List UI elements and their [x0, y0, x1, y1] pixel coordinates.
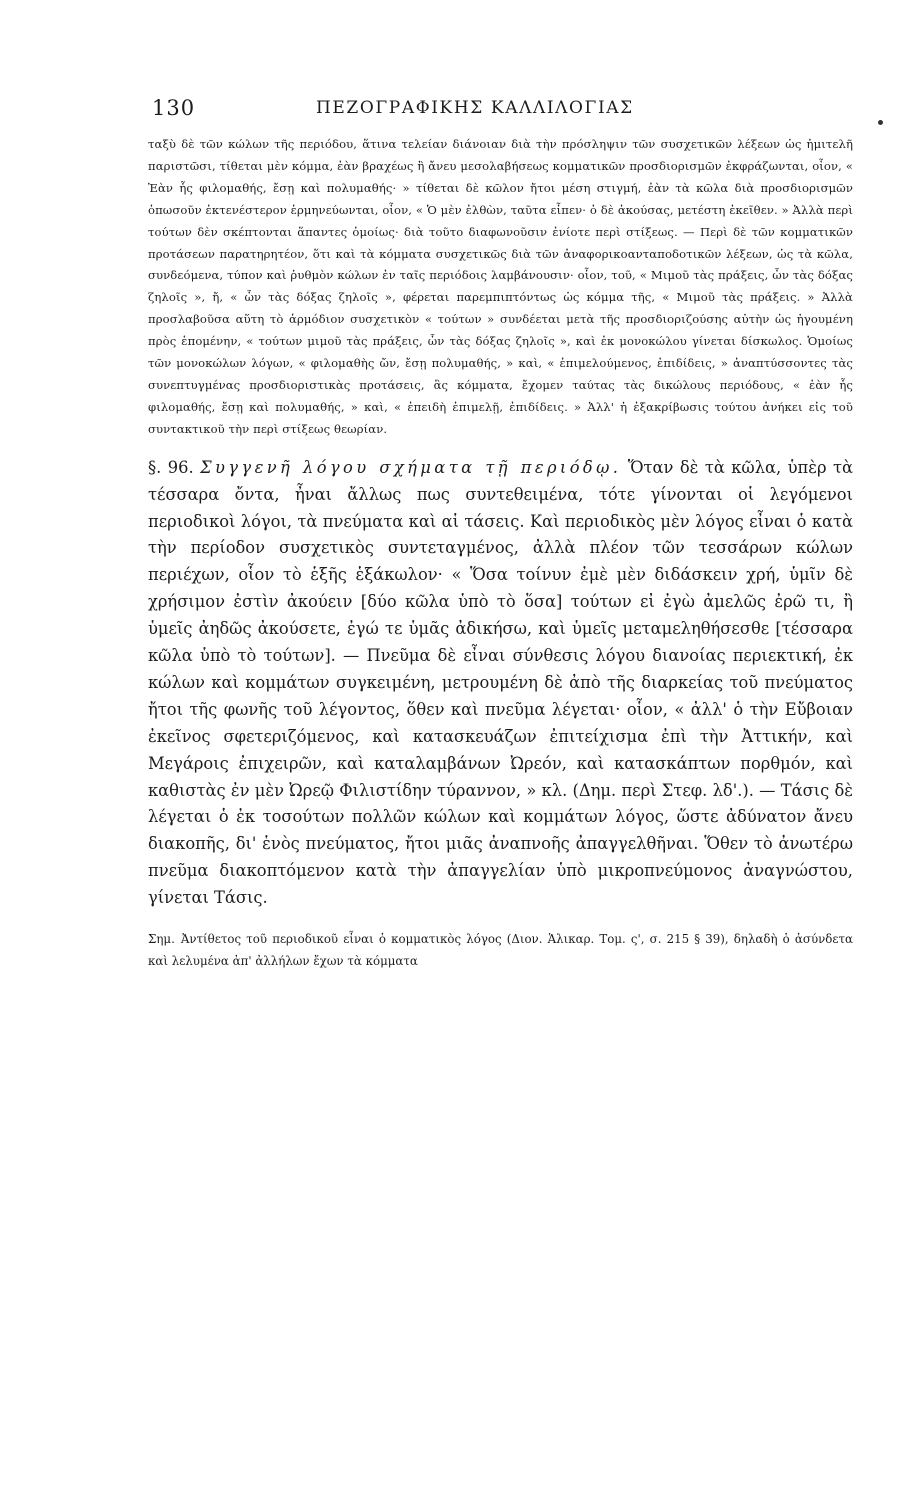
- page-header: [148, 96, 853, 132]
- footnote-label: Σημ.: [148, 932, 175, 947]
- running-title: ΠΕΖΟΓΡΑΦΙΚΗΣ ΚΑΛΛΙΛΟΓΙΑΣ: [316, 98, 634, 118]
- footnote-text: Ἀντίθετος τοῦ περιοδικοῦ εἶναι ὁ κομματικὸς λόγος (Διον. Ἁλικαρ. Τομ. ς', σ. 215 § 39), δηλαδὴ ὁ ἀσύνδετα καὶ λελυμένα ἀπ' ἀλλήλων ἔχων τὰ κόμματα: [148, 932, 853, 969]
- section-body: Ὅταν δὲ τὰ κῶλα, ὑπὲρ τὰ τέσσαρα ὄντα, ἦναι ἄλλως πως συντεθειμένα, τότε γίνονται οἱ λεγόμενοι περιοδικοὶ λόγοι, τὰ πνεύματα καὶ αἱ τάσεις. Καὶ περιοδικὸς μὲν λόγος εἶναι ὁ κατὰ τὴν περίοδον συσχετικὸς συντεταγμένος, ἀλλὰ πλέον τῶν τεσσάρων κώλων περιέχων, οἷον τὸ ἑξῆς ἑξάκωλον· « Ὅσα τοίνυν ἐμὲ μὲν διδάσκειν χρή, ὑμῖν δὲ χρήσιμον ἐστὶν ἀκούειν [δύο κῶλα ὑπὸ τὸ ὅσα] τούτων εἰ ἐγὼ ἀμελῶς ἐρῶ τι, ἢ ὑμεῖς ἀηδῶς ἀκούσετε, ἐγώ τε ὑμᾶς ἀδικήσω, καὶ ὑμεῖς μεταμεληθήσεσθε [τέσσαρα κῶλα ὑπὸ τὸ τούτων]. — Πνεῦμα δὲ εἶναι σύνθεσις λόγου διανοίας περιεκτική, ἐκ κώλων καὶ κομμάτων συγκειμένη, μετρουμένη δὲ ἀπὸ τῆς διαρκείας τοῦ πνεύματος ἤτοι τῆς φωνῆς τοῦ λέγοντος, ὅθεν καὶ πνεῦμα λέγεται· οἷον, « ἀλλ' ὁ τὴν Εὔβοιαν ἐκεῖνος σφετεριζόμενος, καὶ κατασκευάζων ἐπιτείχισμα ἐπὶ τὴν Ἀττικήν, καὶ Μεγάροις ἐπιχειρῶν, καὶ καταλαμβάνων Ὠρεόν, καὶ κατασκάπτων πορθμόν, καὶ καθιστὰς ἐν μὲν Ὠρεῷ Φιλιστίδην τύραννον, » κλ. (Δημ. περὶ Στεφ. λδ'.). — Τάσις δὲ λέγεται ὁ ἐκ τοσούτων πολλῶν κώλων καὶ κομμάτων λόγος, ὥστε ἀδύνατον ἄνευ διακοπῆς, δι' ἑνὸς πνεύματος, ἤτοι μιᾶς ἀναπνοῆς ἀπαγγελθῆναι. Ὅθεν τὸ ἀνωτέρω πνεῦμα διακοπτόμενον κατὰ τὴν ἀπαγγελίαν ὑπὸ μικροπνεύμονος ἀναγνώστου, γίνεται Τάσις.: [148, 457, 853, 908]
- section-number: §. 96.: [148, 457, 194, 477]
- book-page: [148, 96, 853, 984]
- continued-paragraph: ταξὺ δὲ τῶν κώλων τῆς περιόδου, ἅτινα τελείαν διάνοιαν διὰ τὴν πρόσληψιν τῶν συσχετικῶν λέξεων ὡς ἡμιτελῆ παριστῶσι, τίθεται μὲν κόμμα, ἐὰν βραχέως ἢ ἄνευ μεσολαβήσεως κομματικῶν προσδιορισμῶν ἐκφράζωνται, οἷον, « Ἐὰν ἧς φιλομαθής, ἔσῃ καὶ πολυμαθής· » τίθεται δὲ κῶλον ἤτοι μέση στιγμή, ἐὰν τὰ κῶλα διὰ προσδιορισμῶν ὁπωσοῦν ἐκτενέστερον ἑρμηνεύωνται, οἷον, « Ὁ μὲν ἐλθὼν, ταῦτα εἶπεν· ὁ δὲ ἀκούσας, μετέστη ἐκεῖθεν. » Ἀλλὰ περὶ τούτων δὲν σκέπτονται ἅπαντες ὁμοίως· διὰ τοῦτο διαφωνοῦσιν ἐνίοτε περὶ στίξεως. — Περὶ δὲ τῶν κομματικῶν προτάσεων παρατηρητέον, ὅτι καὶ τὰ κόμματα συσχετικῶς διὰ τῶν ἀναφορικοανταποδοτικῶν λέξεων, ὡς τὰ κῶλα, συνδεόμενα, τύπον καὶ ῥυθμὸν κώλων ἐν ταῖς περιόδοις λαμβάνουσιν· οἷον, τοῦ, « Μιμοῦ τὰς πράξεις, ὧν τὰς δόξας ζηλοῖς », ἤ, « ὧν τὰς δόξας ζηλοῖς », φέρεται παρεμπιπτόντως ὡς κόμμα τῆς, « Μιμοῦ τὰς πράξεις. » Ἀλλὰ προσλαβοῦσα αὕτη τὸ ἁρμόδιον συσχετικὸν « τούτων » συνδέεται μετὰ τῆς προσδιοριζούσης αὐτὴν ὡς ἡγουμένη πρὸς ἑπομένην, « τούτων μιμοῦ τὰς πράξεις, ὧν τὰς δόξας ζηλοῖς », καὶ ἐκ μονοκώλου γίνεται δίσκωλος. Ὁμοίως τῶν μονοκώλων λόγων, « φιλομαθὴς ὤν, ἔσῃ πολυμαθής, » καὶ, « ἐπιμελούμενος, ἐπιδίδεις, » ἀναπτύσσοντες τὰς συνεπτυγμένας προσδιοριστικὰς προτάσεις, ἃς κόμματα, ἔχομεν ταύτας τὰς δικώλους περιόδους, « ἐὰν ἧς φιλομαθής, ἔσῃ καὶ πολυμαθής, » καὶ, « ἐπειδὴ ἐπιμελῇ, ἐπιδίδεις. » Ἀλλ' ἡ ἐξακρίβωσις τούτου ἀνήκει εἰς τοῦ συντακτικοῦ τὴν περὶ στίξεως θεωρίαν.: [148, 137, 853, 436]
- footnote: [148, 928, 853, 972]
- ink-dot: [878, 120, 883, 125]
- section-96: [148, 455, 853, 912]
- page-number: 130: [152, 96, 196, 120]
- section-title: Συγγενῆ λόγου σχήματα τῇ περιόδῳ.: [200, 457, 622, 477]
